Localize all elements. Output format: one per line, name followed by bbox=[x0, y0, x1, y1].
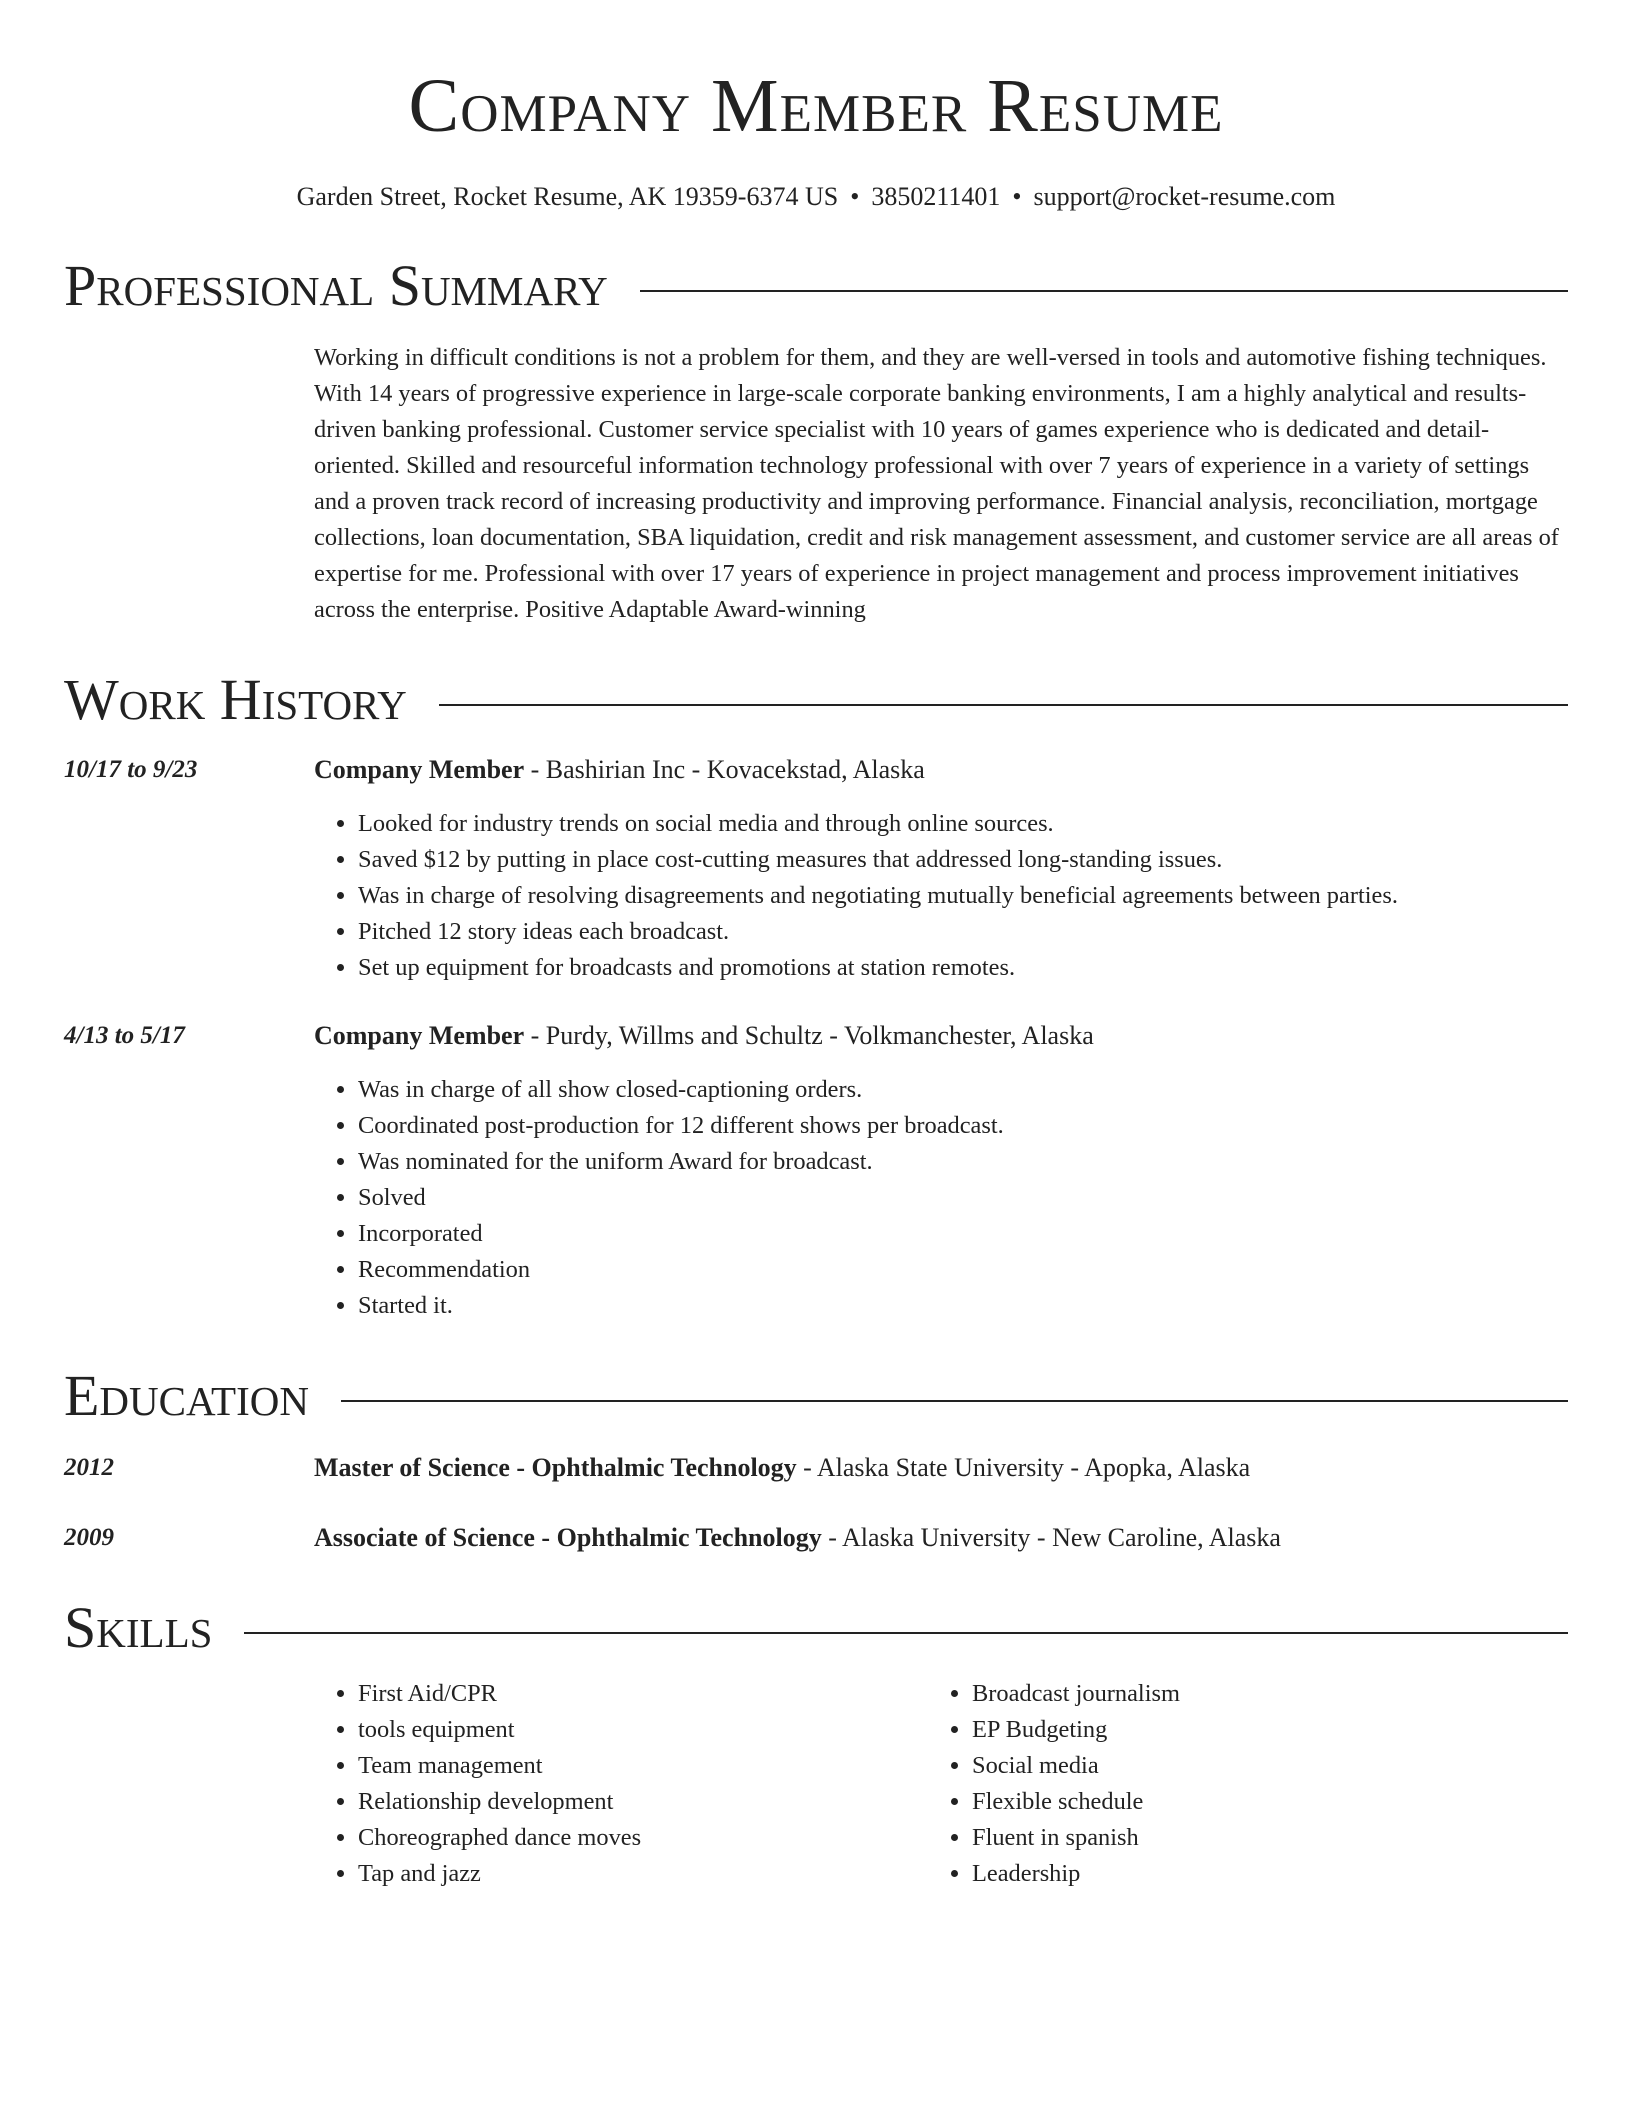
education-body bbox=[314, 1450, 1568, 1486]
skill-item: • First Aid/CPR bbox=[358, 1676, 928, 1712]
job-body bbox=[314, 1018, 1568, 1324]
education-degree: Master of Science - Ophthalmic Technology bbox=[314, 1453, 797, 1482]
education-body bbox=[314, 1520, 1568, 1556]
job-bullets bbox=[314, 1072, 1568, 1324]
job-bullet: • Was nominated for the uniform Award for broadcast. bbox=[358, 1144, 1568, 1180]
skill-item: • Leadership bbox=[972, 1856, 1180, 1892]
job-bullet: • Recommendation bbox=[358, 1252, 1568, 1288]
job-bullet: • Saved $12 by putting in place cost-cutting measures that addressed long-standing issues. bbox=[358, 842, 1568, 878]
education-line bbox=[314, 1450, 1568, 1486]
skill-item: • Team management bbox=[358, 1748, 928, 1784]
skill-item: • Relationship development bbox=[358, 1784, 928, 1820]
work-section-header bbox=[64, 668, 1568, 732]
job-title: Company Member bbox=[314, 755, 525, 784]
skills-list bbox=[314, 1676, 1568, 1892]
job-bullet: • Started it. bbox=[358, 1288, 1568, 1324]
education-entry bbox=[64, 1450, 1568, 1486]
job-bullets bbox=[314, 806, 1568, 986]
work-heading: Work History bbox=[64, 667, 407, 732]
skill-item: • Fluent in spanish bbox=[972, 1820, 1180, 1856]
skill-item: • Tap and jazz bbox=[358, 1856, 928, 1892]
contact-email: support@rocket-resume.com bbox=[1033, 182, 1336, 211]
education-degree: Associate of Science - Ophthalmic Technology bbox=[314, 1523, 822, 1552]
education-section-header bbox=[64, 1364, 1568, 1428]
skill-item: • Flexible schedule bbox=[972, 1784, 1180, 1820]
job-bullet: • Pitched 12 story ideas each broadcast. bbox=[358, 914, 1568, 950]
job-entry bbox=[64, 752, 1568, 986]
skill-item: • Choreographed dance moves bbox=[358, 1820, 928, 1856]
skills-section-header bbox=[64, 1596, 1568, 1660]
education-details: - Alaska State University - Apopka, Alaska bbox=[796, 1453, 1251, 1482]
skills-column-left bbox=[314, 1676, 928, 1892]
education-heading: Education bbox=[64, 1363, 309, 1428]
section-divider bbox=[439, 704, 1568, 706]
section-divider bbox=[341, 1400, 1568, 1402]
education-line bbox=[314, 1520, 1568, 1556]
job-bullet: • Solved bbox=[358, 1180, 1568, 1216]
contact-separator: • bbox=[1012, 182, 1022, 211]
skill-item: • tools equipment bbox=[358, 1712, 928, 1748]
skill-item: • Social media bbox=[972, 1748, 1180, 1784]
job-title-line bbox=[314, 752, 1568, 788]
education-entry bbox=[64, 1520, 1568, 1556]
job-bullet: • Set up equipment for broadcasts and promotions at station remotes. bbox=[358, 950, 1568, 986]
job-bullet: • Incorporated bbox=[358, 1216, 1568, 1252]
skills-heading: Skills bbox=[64, 1595, 213, 1660]
contact-line bbox=[64, 180, 1568, 214]
resume-title: Company Member Resume bbox=[408, 64, 1224, 148]
education-year: 2012 bbox=[64, 1454, 114, 1481]
job-details: - Bashirian Inc - Kovacekstad, Alaska bbox=[524, 755, 925, 784]
job-title: Company Member bbox=[314, 1021, 525, 1050]
job-dates: 4/13 to 5/17 bbox=[64, 1022, 185, 1049]
job-title-line bbox=[314, 1018, 1568, 1054]
job-bullet: • Looked for industry trends on social media and through online sources. bbox=[358, 806, 1568, 842]
section-divider bbox=[640, 290, 1568, 292]
job-bullet: • Coordinated post-production for 12 different shows per broadcast. bbox=[358, 1108, 1568, 1144]
summary-heading: Professional Summary bbox=[64, 253, 608, 318]
job-dates: 10/17 to 9/23 bbox=[64, 756, 198, 783]
contact-separator: • bbox=[850, 182, 860, 211]
job-details: - Purdy, Willms and Schultz - Volkmanchester, Alaska bbox=[524, 1021, 1094, 1050]
education-year: 2009 bbox=[64, 1524, 114, 1551]
section-divider bbox=[244, 1632, 1568, 1634]
education-details: - Alaska University - New Caroline, Alaska bbox=[821, 1523, 1281, 1552]
job-bullet: • Was in charge of resolving disagreements and negotiating mutually beneficial agreements between parties. bbox=[358, 878, 1568, 914]
job-body bbox=[314, 752, 1568, 986]
skill-item: • Broadcast journalism bbox=[972, 1676, 1180, 1712]
summary-section-header bbox=[64, 254, 1568, 318]
job-bullet: • Was in charge of all show closed-captioning orders. bbox=[358, 1072, 1568, 1108]
skill-item: • EP Budgeting bbox=[972, 1712, 1180, 1748]
contact-address: Garden Street, Rocket Resume, AK 19359-6374 US bbox=[296, 182, 839, 211]
contact-phone: 3850211401 bbox=[871, 182, 1001, 211]
job-entry bbox=[64, 1018, 1568, 1324]
summary-text: Working in difficult conditions is not a problem for them, and they are well-versed in tools and automotive fishing techniques. With 14 years of progressive experience in large-scale corporate banking environments, I am a highly analytical and results-driven banking professional. Customer service specialist with 10 years of games experience who is dedicated and detail-oriented. Skilled and resourceful information technology professional with over 7 years of experience in a variety of settings and a proven track record of increasing productivity and improving performance. Financial analysis, reconciliation, mortgage collections, loan documentation, SBA liquidation, credit and risk management assessment, and customer service are all areas of expertise for me. Professional with over 17 years of experience in project management and process improvement initiatives across the enterprise. Positive Adaptable Award-winning bbox=[314, 344, 1559, 623]
skills-column-right bbox=[928, 1676, 1180, 1892]
